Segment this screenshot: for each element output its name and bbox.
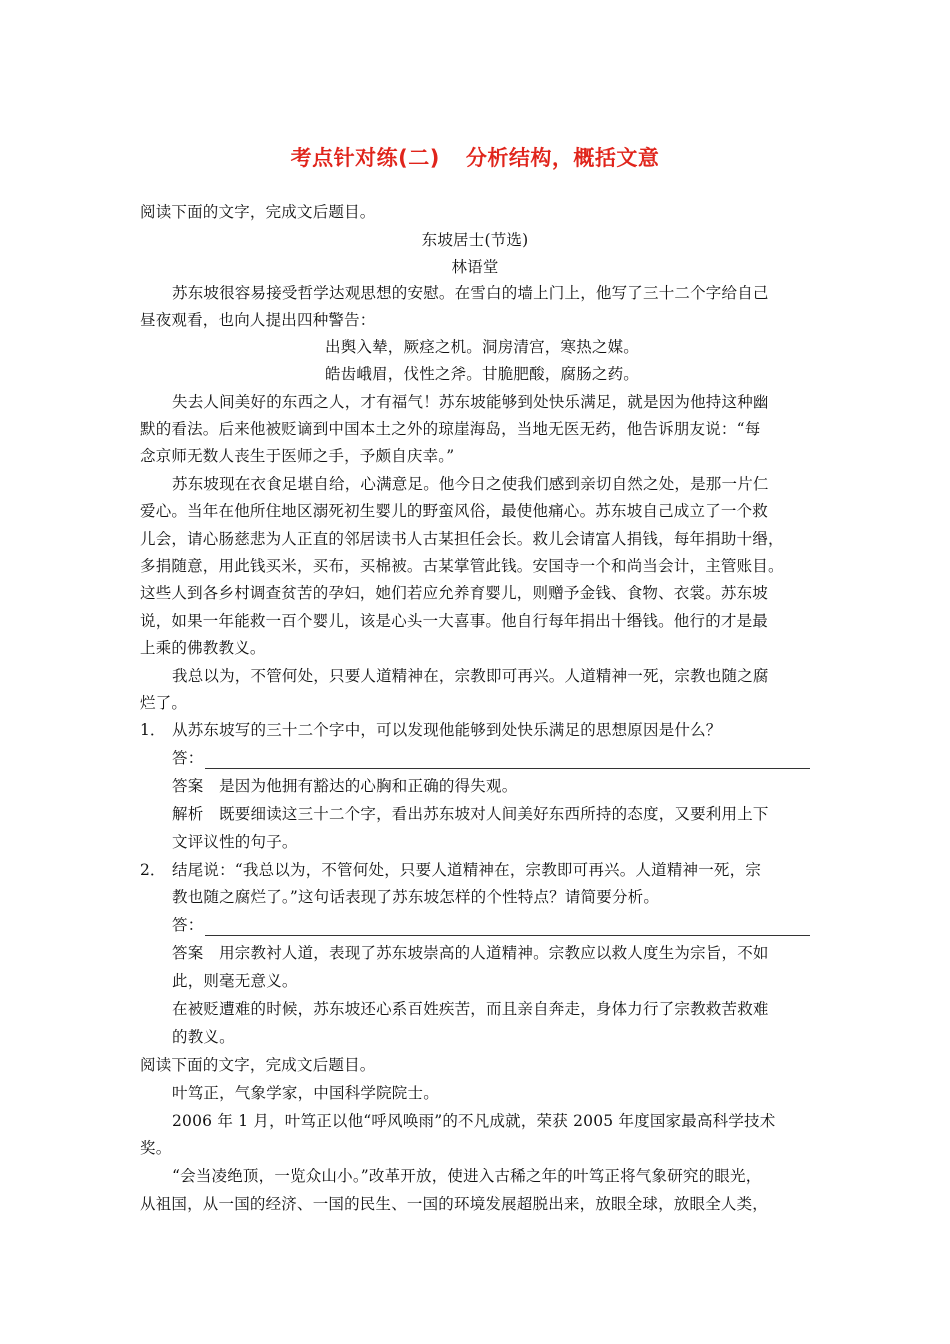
article-title: 东坡居士(节选) bbox=[421, 231, 529, 249]
paragraph-line: 说，如果一年能救一百个婴儿，该是心头一大喜事。他自行每年捐出十缗钱。他行的才是最 bbox=[140, 612, 769, 630]
title-part2: 分析结构，概括文意 bbox=[465, 146, 660, 170]
paragraph-line: 奖。 bbox=[140, 1139, 172, 1157]
paragraph-line: 从祖国，从一国的经济、一国的民生、一国的环境发展超脱出来，放眼全球，放眼全人类， bbox=[140, 1195, 769, 1213]
paragraph-line: 这些人到各乡村调查贫苦的孕妇，她们若应允养育婴儿，则赠予金钱、食物、衣裳。苏东坡 bbox=[140, 584, 769, 602]
answer-line bbox=[205, 935, 810, 936]
paragraph-line: 昼夜观看，也向人提出四种警告： bbox=[140, 311, 376, 329]
paragraph-line: 念京师无数人丧生于医师之手，予颇自庆幸。” bbox=[140, 447, 455, 465]
paragraph-line: 儿会，请心肠慈悲为人正直的邻居读书人古某担任会长。救儿会请富人捐钱，每年捐助十缗， bbox=[140, 530, 784, 548]
question-1-answer: 答案 是因为他拥有豁达的心胸和正确的得失观。 bbox=[172, 777, 518, 795]
paragraph-line: 2006 年 1 月，叶笃正以他“呼风唤雨”的不凡成就，荣获 2005 年度国家最高科学技术 bbox=[172, 1112, 776, 1130]
paragraph-line: 失去人间美好的东西之人，才有福气！苏东坡能够到处快乐满足，就是因为他持这种幽 bbox=[172, 393, 769, 411]
question-2-text: 结尾说：“我总以为，不管何处，只要人道精神在，宗教即可再兴。人道精神一死，宗 bbox=[172, 861, 762, 879]
question-1-answer-prompt: 答： bbox=[172, 749, 204, 767]
page-title bbox=[0, 142, 950, 174]
question-1-analysis: 文评议性的句子。 bbox=[172, 833, 298, 851]
verse-line: 皓齿峨眉，伐性之斧。甘脆肥酸，腐肠之药。 bbox=[325, 365, 640, 383]
title-part1: 考点针对练(二) bbox=[290, 146, 440, 170]
question-1-number: 1． bbox=[140, 721, 166, 739]
question-2-extra: 的教义。 bbox=[172, 1028, 235, 1046]
article-author: 林语堂 bbox=[451, 258, 499, 276]
paragraph-line: 爱心。当年在他所住地区溺死初生婴儿的野蛮风俗，最使他痛心。苏东坡自己成立了一个救 bbox=[140, 502, 769, 520]
paragraph-line: “会当凌绝顶，一览众山小。”改革开放，使进入古稀之年的叶笃正将气象研究的眼光， bbox=[172, 1167, 762, 1185]
paragraph-line: 我总以为，不管何处，只要人道精神在，宗教即可再兴。人道精神一死，宗教也随之腐 bbox=[172, 667, 769, 685]
question-2-answer-prompt: 答： bbox=[172, 916, 204, 934]
paragraph-line: 上乘的佛教教义。 bbox=[140, 639, 266, 657]
paragraph-line: 默的看法。后来他被贬谪到中国本土之外的琼崖海岛，当地无医无药，他告诉朋友说：“每 bbox=[140, 420, 761, 438]
reading-instruction-1: 阅读下面的文字，完成文后题目。 bbox=[140, 203, 376, 221]
paragraph-line: 烂了。 bbox=[140, 694, 188, 712]
paragraph-line: 苏东坡现在衣食足堪自给，心满意足。他今日之使我们感到亲切自然之处，是那一片仁 bbox=[172, 475, 769, 493]
answer-line bbox=[205, 768, 810, 769]
question-2-answer: 答案 用宗教衬人道，表现了苏东坡崇高的人道精神。宗教应以救人度生为宗旨，不如 bbox=[172, 944, 769, 962]
question-2-number: 2． bbox=[140, 861, 166, 879]
verse-line: 出舆入辇，厥痉之机。洞房清宫，寒热之媒。 bbox=[325, 338, 640, 356]
question-2-answer: 此，则毫无意义。 bbox=[172, 972, 298, 990]
question-1-analysis: 解析 既要细读这三十二个字，看出苏东坡对人间美好东西所持的态度，又要利用上下 bbox=[172, 805, 769, 823]
paragraph-line: 叶笃正，气象学家，中国科学院院士。 bbox=[172, 1084, 439, 1102]
paragraph-line: 苏东坡很容易接受哲学达观思想的安慰。在雪白的墙上门上，他写了三十二个字给自己 bbox=[172, 284, 769, 302]
reading-instruction-2: 阅读下面的文字，完成文后题目。 bbox=[140, 1056, 376, 1074]
paragraph-line: 多捐随意，用此钱买米，买布，买棉被。古某掌管此钱。安国寺一个和尚当会计，主管账目。 bbox=[140, 557, 784, 575]
question-2-text: 教也随之腐烂了。”这句话表现了苏东坡怎样的个性特点？请简要分析。 bbox=[172, 888, 660, 906]
question-2-extra: 在被贬遭难的时候，苏东坡还心系百姓疾苦，而且亲自奔走，身体力行了宗教救苦救难 bbox=[172, 1000, 769, 1018]
question-1-text: 从苏东坡写的三十二个字中，可以发现他能够到处快乐满足的思想原因是什么？ bbox=[172, 721, 722, 739]
